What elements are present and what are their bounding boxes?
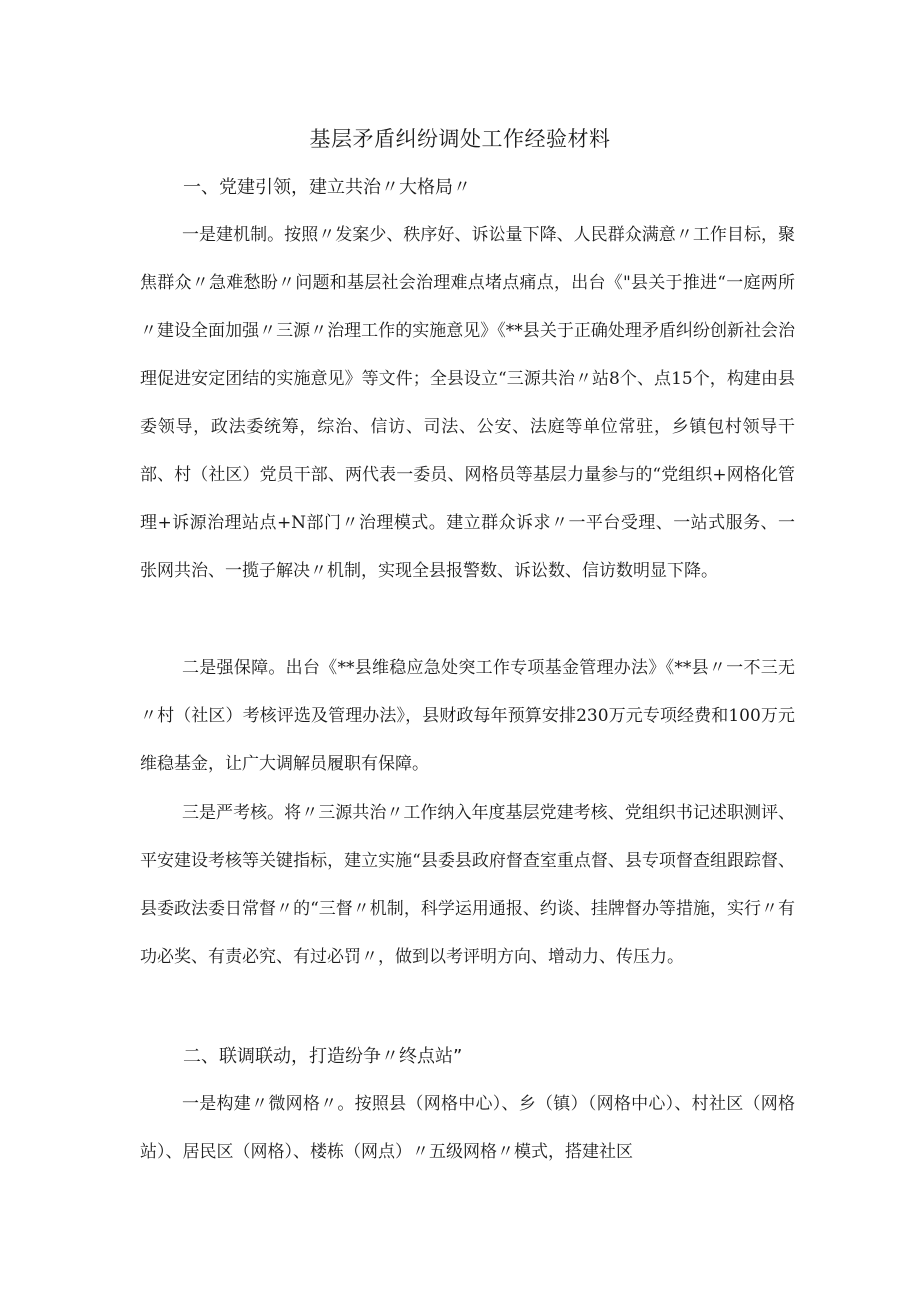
document-title: 基层矛盾纠纷调处工作经验材料 (309, 127, 611, 151)
section-heading-2: 二、联调联动，打造纷争〃终点站” (183, 1046, 463, 1067)
paragraph: 一是构建〃微网格〃。按照县（网格中心）、乡（镇）（网格中心）、村社区（网格站）、居民区（网格）、楼栋（网点）〃五级网格〃模式，搭建社区 (140, 1094, 795, 1162)
paragraph: 二是强保障。出台《**县维稳应急处突工作专项基金管理办法》《**县〃一不三无〃村（社区）考核评选及管理办法》，县财政每年预算安排230万元专项经费和100万元维稳基金，让广大调解员履职有保障。 (140, 658, 795, 774)
section-heading-1: 一、党建引领，建立共治〃大格局〃 (183, 177, 471, 198)
paragraph: 三是严考核。将〃三源共治〃工作纳入年度基层党建考核、党组织书记述职测评、平安建设考核等关键指标，建立实施“县委县政府督查室重点督、县专项督查组跟踪督、县委政法委日常督〃的“三督〃机制，科学运用通报、约谈、挂牌督办等措施，实行〃有功必奖、有责必究、有过必罚〃，做到以考评明方向、增动力、传压力。 (140, 803, 795, 967)
paragraph: 一是建机制。按照〃发案少、秩序好、诉讼量下降、人民群众满意〃工作目标，聚焦群众〃急难愁盼〃问题和基层社会治理难点堵点痛点，出台《"县关于推进“一庭两所〃建设全面加强〃三源〃治理工作的实施意见》《**县关于正确处理矛盾纠纷创新社会治理促进安定团结的实施意见》等文件；全县设立“三源共治〃站8个、点15个，构建由县委领导，政法委统筹，综治、信访、司法、公安、法庭等单位常驻，乡镇包村领导干部、村（社区）党员干部、两代表一委员、网格员等基层力量参与的“党组织+网格化管理+诉源治理站点+N部门〃治理模式。建立群众诉求〃一平台受理、一站式服务、一张网共治、一揽子解决〃机制，实现全县报警数、诉讼数、信访数明显下降。 (140, 225, 795, 581)
